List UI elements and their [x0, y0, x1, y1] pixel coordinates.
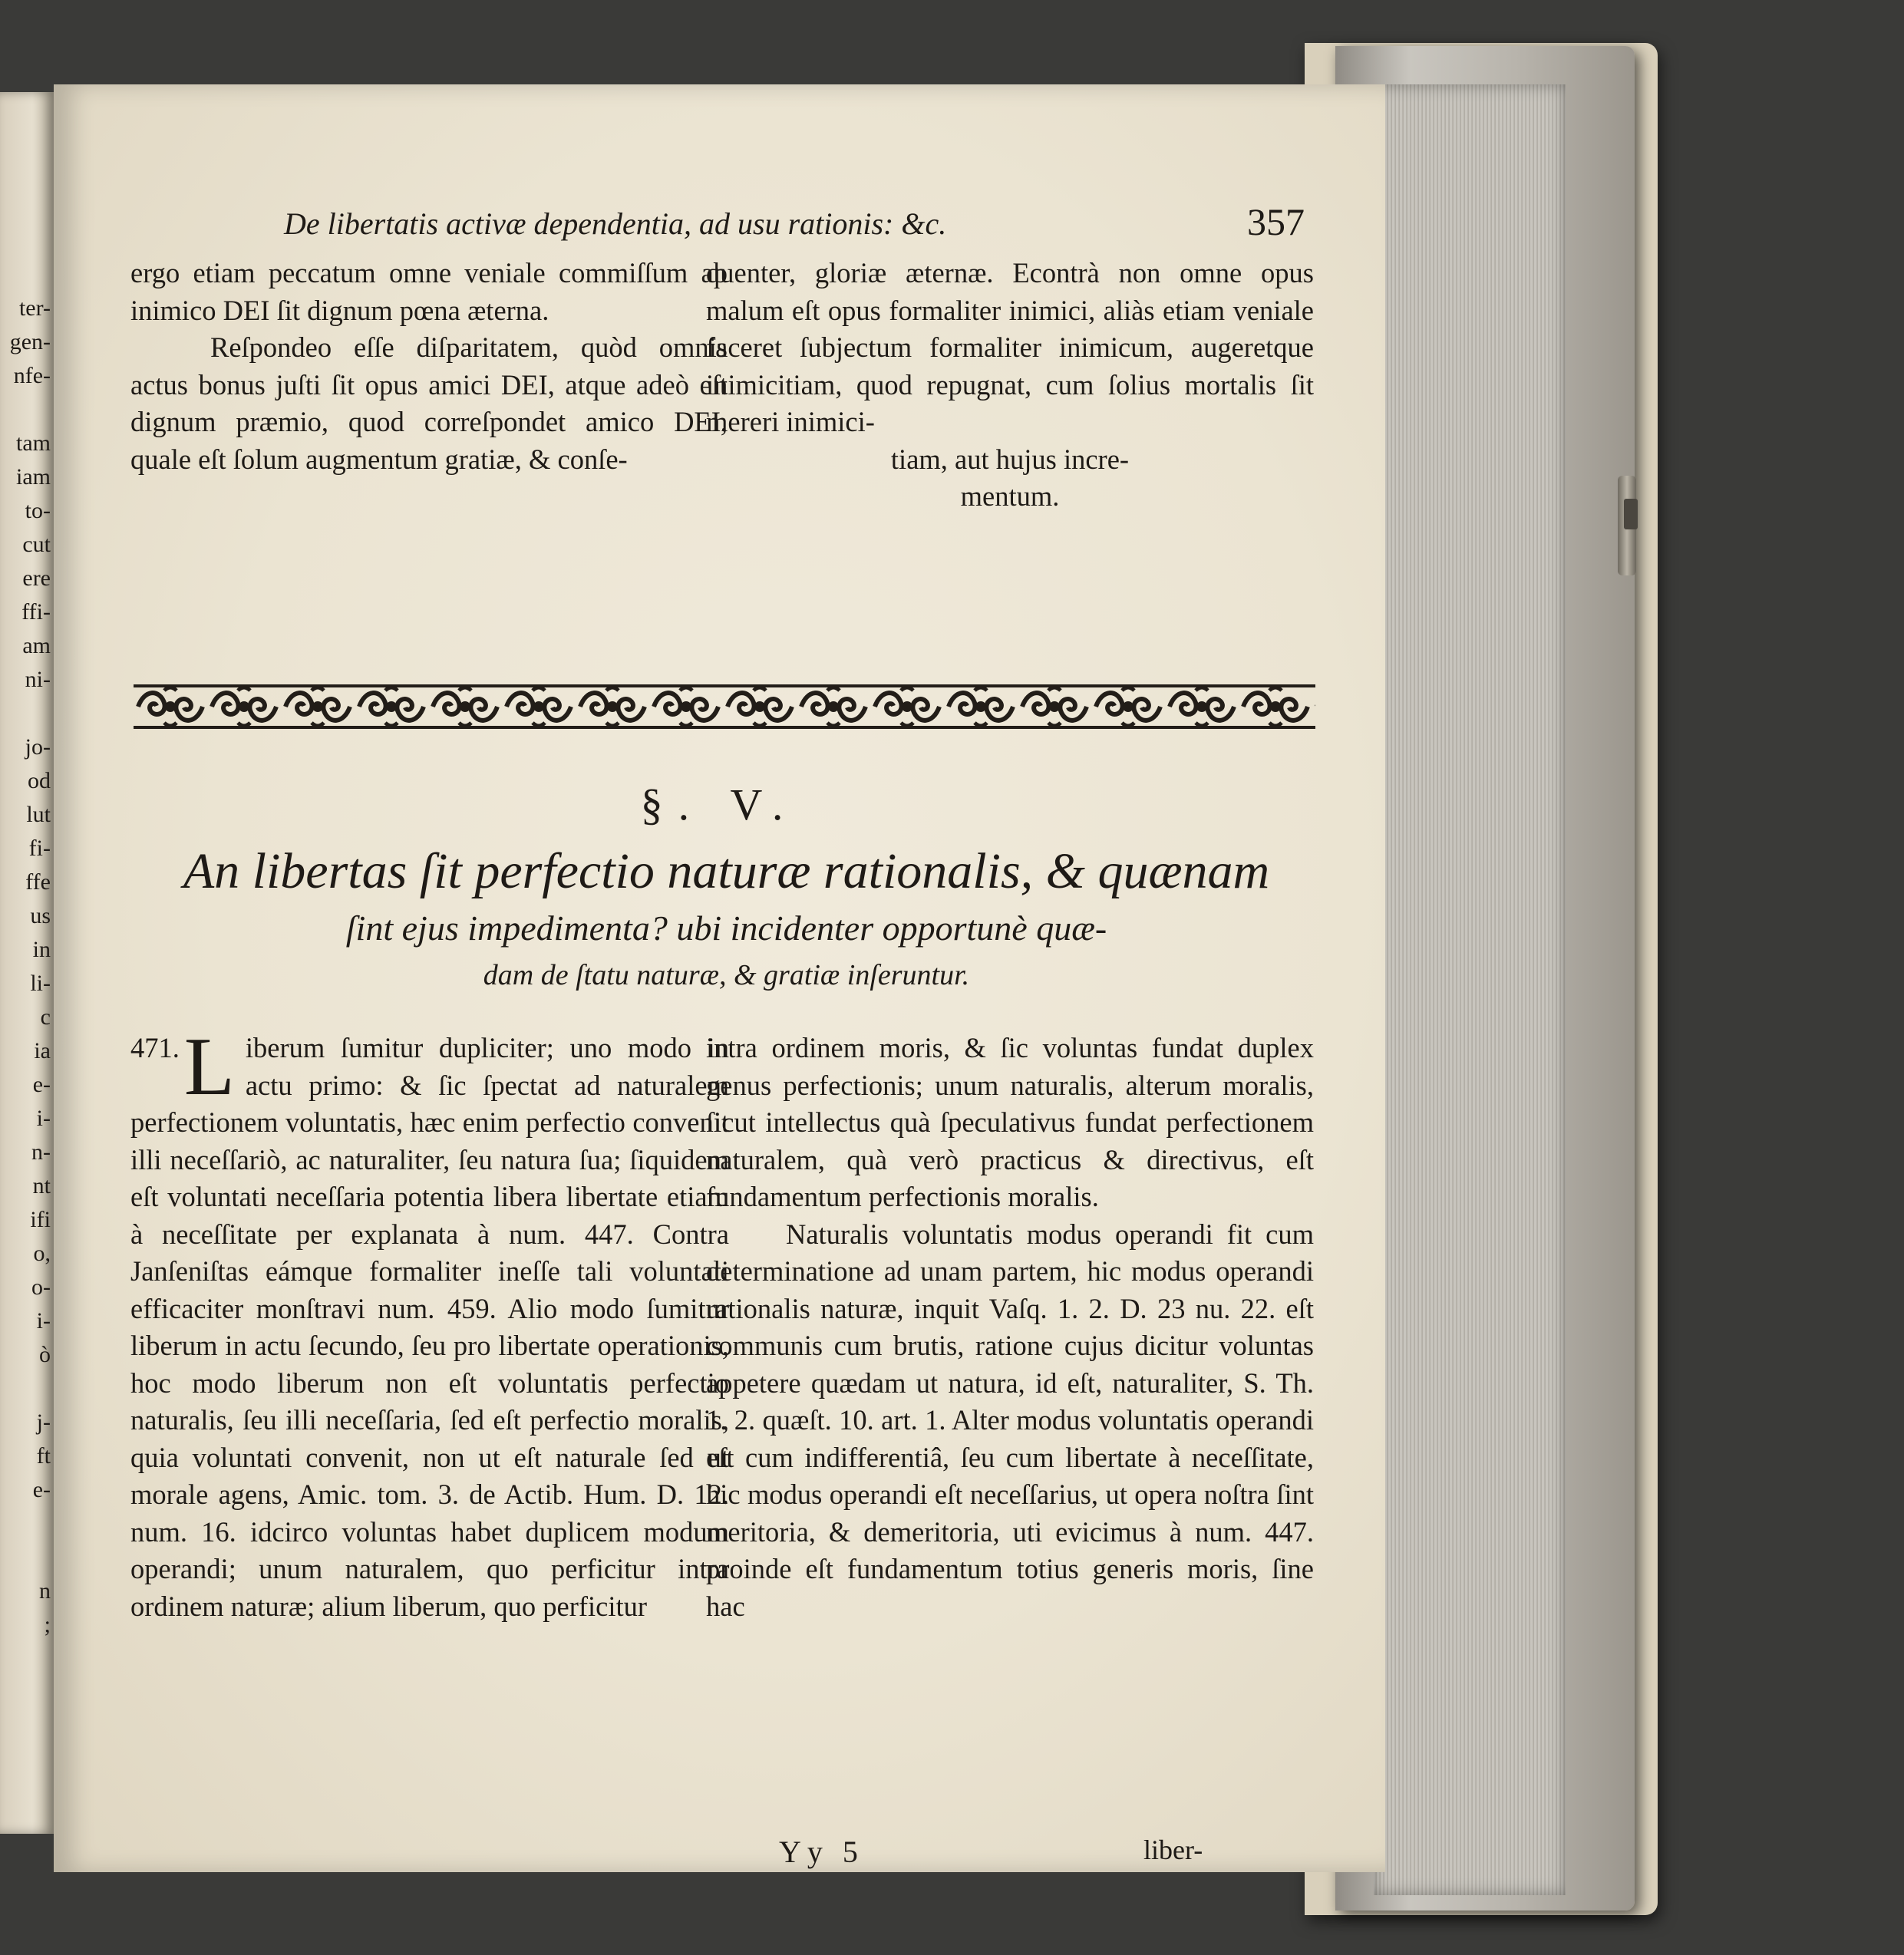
previous-page-fragment: i-: [36, 1106, 51, 1131]
previous-page-fragment: i-: [36, 1308, 51, 1334]
previous-page-fragment: o-: [31, 1274, 51, 1300]
previous-page-fragment: e-: [32, 1072, 51, 1097]
previous-page-fragment: lut: [26, 802, 51, 827]
previous-page-fragment: [0, 1372, 51, 1406]
previous-page-fragment: ere: [22, 565, 51, 591]
section-title-line: An libertas ſit perfectio naturæ rationalis, & quænam: [183, 843, 1270, 899]
previous-page-fragment: in: [32, 937, 51, 962]
page-number: 357: [1247, 200, 1305, 243]
previous-page-fragment: ò: [39, 1342, 51, 1367]
previous-page-fragment: n-: [31, 1139, 51, 1165]
previous-page-fragment: li-: [30, 971, 51, 996]
section-title: [134, 840, 1319, 997]
previous-page-fragment: n: [39, 1578, 51, 1604]
paragraph: Naturalis voluntatis modus operandi fit cum determinatione ad unam partem, hic modus operandi rationalis naturæ, inquit Vaſq. 1. 2. D. 23 nu. 22. eſt communis cum brutis, ratione cujus dicitur voluntas appetere quædam ut natura, id eſt, naturaliter, S. Th. 1. 2. quæſt. 10. art. 1. Alter modus voluntatis operandi eſt cum indifferentiâ, ſeu cum libertate à neceſſitate, hic modus operandi eſt neceſſarius, ut opera noſtra ſint meritoria, & demeritoria, uti evicimus à num. 447. proinde eſt fundamentum totius generis moris, ſine hac: [706, 1218, 1314, 1622]
previous-page-fragment: [0, 1541, 51, 1574]
previous-page-fragment: ni-: [25, 667, 51, 692]
previous-page-fragment: od: [28, 768, 51, 793]
previous-page-fragment: ffi-: [21, 599, 51, 625]
paragraph: intra ordinem moris, & ſic voluntas fundat duplex genus perfectionis; unum naturalis, alterum moralis, ſicut intellectus quà ſpeculativus fundat perfectionem naturalem, quà verò practicus & directivus, eſt fundamentum perfectionis moralis.: [706, 1032, 1314, 1212]
paragraph-tail: tiam, aut hujus incre-: [890, 443, 1130, 475]
previous-page-fragment: tam: [16, 430, 51, 456]
previous-page-sliver: [0, 92, 54, 1834]
paragraph: quenter, gloriæ æternæ. Econtrà non omne opus malum eſt opus formaliter inimici, aliàs etiam veniale faceret ſubjectum formaliter inimicum, augeretque inimicitiam, quod repugnat, cum ſolius mortalis ſit mereri inimici-: [706, 257, 1314, 437]
previous-page-fragment: jo-: [25, 734, 51, 760]
paragraph-tail: mentum.: [960, 480, 1060, 512]
previous-page-fragment: ia: [34, 1038, 51, 1063]
previous-page-fragment: am: [22, 633, 51, 658]
running-head: [284, 199, 1312, 253]
previous-page-fragment: [0, 393, 51, 427]
previous-page-fragment: ;: [44, 1612, 51, 1637]
previous-page-fragment: e-: [32, 1477, 51, 1502]
page-edges: [1374, 84, 1566, 1895]
previous-page-fragment: [0, 1507, 51, 1541]
previous-page-fragment: to-: [25, 498, 51, 523]
previous-page-fragment: fi-: [28, 836, 51, 861]
running-title: De libertatis activæ dependentia, ad usu rationis: &c.: [284, 206, 947, 241]
top-right-column: [706, 255, 1314, 516]
bottom-right-column: [706, 1030, 1314, 1625]
section-title-line: dam de ſtatu naturæ, & gratiæ inſeruntur.: [483, 959, 970, 991]
previous-page-fragment: ffe: [25, 869, 51, 895]
catchword: liber-: [1143, 1835, 1203, 1865]
clasp-catch: [1624, 499, 1638, 529]
previous-page-fragment: ter-: [18, 295, 51, 321]
paragraph: ergo etiam peccatum omne veniale commiſſum ab inimico DEI ſit dignum pœna æterna.: [130, 257, 728, 326]
paragraph: Reſpondeo eſſe diſparitatem, quòd omnis actus bonus juſti ſit opus amici DEI, atque adeò eſt dignum præmio, quod correſpondet amico DEI, quale eſt ſolum augmentum gratiæ, & conſe-: [130, 331, 728, 475]
previous-page-fragment: ifi: [30, 1207, 51, 1232]
previous-page-fragment: nt: [32, 1173, 51, 1198]
previous-page-fragment: nfe-: [13, 363, 51, 388]
previous-page-fragment: cut: [22, 532, 51, 557]
previous-page-line-ends: [0, 292, 51, 1642]
paragraph-text: iberum ſumitur dupliciter; uno modo in actu primo: & ſic ſpectat ad naturalem perfectionem voluntatis, hæc enim perfectio convenit illi neceſſariò, ac naturaliter, ſeu natura ſua; ſiquidem eſt voluntati neceſſaria potentia libera libertate etiam à neceſſitate per explanata à num. 447. Contra Janſeniſtas eámque formaliter ineſſe tali voluntati efficaciter monſtravi num. 459. Alio modo ſumitur liberum in actu ſecundo, ſeu pro libertate operationis, hoc modo liberum non eſt voluntatis perfectio naturalis, ſeu illi neceſſaria, ſed eſt perfectio moralis, quia voluntati convenit, non ut eſt naturale ſed ut morale agens, Amic. tom. 3. de Actib. Hum. D. 12. num. 16. idcirco voluntas habet duplicem modum operandi; unum naturalem, quo perficitur intra ordinem naturæ; alium liberum, quo perficitur: [130, 1032, 729, 1622]
previous-page-fragment: us: [30, 903, 51, 928]
previous-page-fragment: iam: [16, 464, 51, 490]
previous-page-fragment: c: [40, 1004, 51, 1030]
section-title-line: ſint ejus impedimenta? ubi incidenter opportunè quæ-: [345, 908, 1107, 948]
previous-page-fragment: [0, 697, 51, 730]
decorative-headpiece: [134, 683, 1315, 730]
bottom-left-column: [130, 1021, 729, 1625]
signature-mark: Yy 5: [779, 1835, 864, 1869]
paragraph-471: [130, 1021, 729, 1625]
previous-page-fragment: j-: [36, 1409, 51, 1435]
drop-capital: L: [183, 1021, 235, 1113]
top-left-column: [130, 255, 728, 478]
paragraph-number: 471.: [130, 1032, 180, 1063]
section-number: §. V.: [640, 780, 799, 829]
previous-page-fragment: gen-: [9, 329, 51, 354]
book-page: [54, 84, 1385, 1872]
previous-page-fragment: ft: [36, 1443, 51, 1469]
previous-page-fragment: o,: [33, 1241, 51, 1266]
